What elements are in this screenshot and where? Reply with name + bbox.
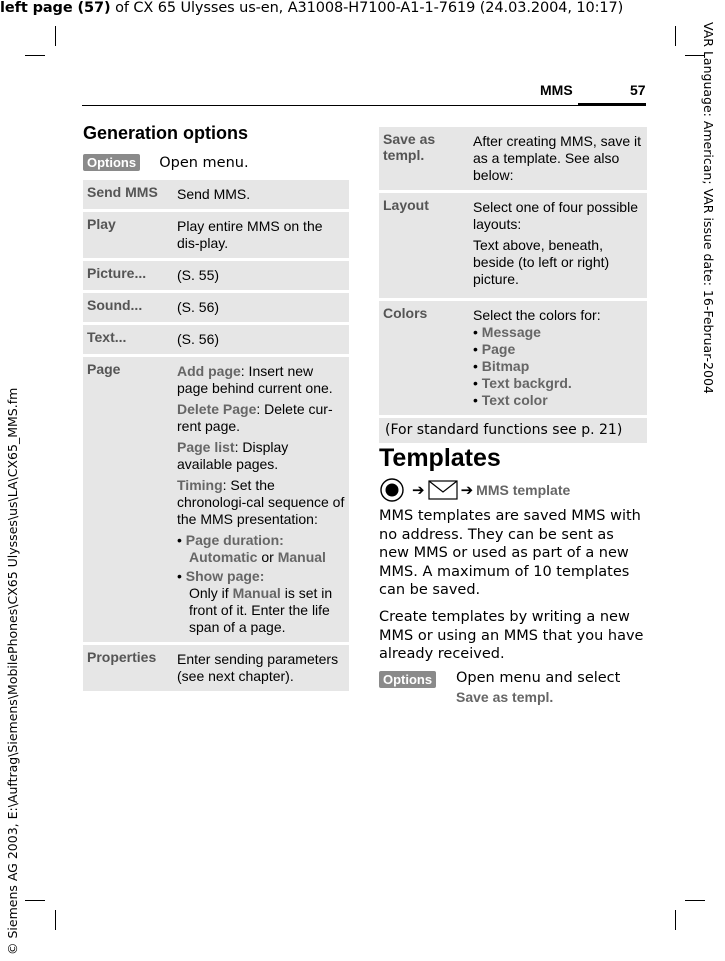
table-row <box>83 180 349 209</box>
table-row <box>379 418 647 443</box>
page-duration-bullet <box>177 532 345 566</box>
menu-path <box>379 478 570 502</box>
list-item <box>473 324 643 341</box>
or-text: or <box>257 549 278 565</box>
bullet-icon: • <box>177 568 186 584</box>
color-target: Page <box>481 341 516 357</box>
timing-label: Timing <box>177 477 223 493</box>
bullet-icon: • <box>473 341 482 357</box>
manual-value: Manual <box>277 549 326 565</box>
option-key: Save as templ. <box>379 127 469 190</box>
add-page-entry <box>177 363 345 397</box>
option-value: (S. 56) <box>173 325 349 354</box>
option-value: Play entire MMS on the dis-play. <box>173 212 349 258</box>
options-softkey-2 <box>379 669 436 688</box>
page-duration-label: Page duration: <box>185 532 284 548</box>
bullet-icon: • <box>473 375 482 391</box>
table-row <box>83 357 349 642</box>
file-info-rest: of CX 65 Ulysses us-en, A31008-H7100-A1-1-7619 (24.03.2004, 10:17) <box>110 0 624 16</box>
table-row <box>379 301 647 415</box>
options-instruction <box>456 669 656 706</box>
page-list-text: : Display available pages. <box>177 439 289 472</box>
crop-mark <box>55 26 56 46</box>
add-page-text: : Insert new page behind current one. <box>177 363 333 396</box>
list-item <box>473 358 643 375</box>
show-page-post: is set in front of it. Enter the life span of a page. <box>189 585 333 635</box>
list-item <box>473 375 643 392</box>
show-page-bullet <box>177 568 345 636</box>
option-key: Text... <box>83 325 173 354</box>
option-key: Sound... <box>83 293 173 322</box>
options-softkey[interactable]: Options <box>379 671 436 688</box>
crop-mark <box>25 900 45 901</box>
crop-mark <box>25 55 45 56</box>
options-description: Open menu. <box>159 155 249 171</box>
delete-page-label: Delete Page <box>177 401 257 417</box>
list-item <box>473 392 643 409</box>
template-options-table <box>379 124 647 446</box>
file-info <box>0 0 623 16</box>
options-softkey[interactable]: Options <box>83 154 140 171</box>
save-as-template-item: Save as templ. <box>456 688 554 705</box>
bullet-icon: • <box>473 324 482 340</box>
envelope-icon <box>428 479 458 501</box>
layout-text-2: Text above, beneath, beside (to left or right) picture. <box>473 237 610 287</box>
layout-text-1: Select one of four possible layouts: <box>473 199 638 232</box>
show-page-pre: Only if <box>189 585 233 601</box>
crop-mark <box>675 26 676 46</box>
color-target: Text backgrd. <box>481 375 572 391</box>
generation-options-table <box>83 177 349 694</box>
timing-text: : Set the chronologi-cal sequence of the MMS presentation: <box>177 477 345 527</box>
table-row <box>83 261 349 290</box>
arrow-icon: ➔ <box>460 482 474 499</box>
crop-mark <box>685 900 705 901</box>
table-row <box>83 212 349 258</box>
colors-intro: Select the colors for: <box>473 307 601 323</box>
templates-paragraph-1: MMS templates are saved MMS with no address. They can be sent as new MMS or used as part of a new MMS. A maximum of 10 templates can be saved. <box>379 508 641 598</box>
table-row <box>83 325 349 354</box>
bullet-icon: • <box>177 532 186 548</box>
options-instruction-text: Open menu and select <box>456 670 621 686</box>
table-row <box>83 645 349 691</box>
delete-page-entry <box>177 401 345 435</box>
nav-key-icon <box>379 478 409 502</box>
option-value: After creating MMS, save it as a template. See also below: <box>469 127 647 190</box>
standard-functions-note: (For standard functions see p. 21) <box>379 418 647 443</box>
delete-page-text: : Delete cur-rent page. <box>177 401 333 434</box>
table-row <box>379 193 647 298</box>
option-key: Picture... <box>83 261 173 290</box>
page-list-entry <box>177 439 345 473</box>
option-key: Layout <box>379 193 469 298</box>
color-target: Bitmap <box>481 358 530 374</box>
side-info-right: VAR Language: American; VAR issue date: 16-Februar-2004 <box>701 22 716 394</box>
option-key: Colors <box>379 301 469 415</box>
option-key: Play <box>83 212 173 258</box>
arrow-icon: ➔ <box>412 482 425 499</box>
option-key: Properties <box>83 645 173 691</box>
option-value: (S. 56) <box>173 293 349 322</box>
timing-entry <box>177 477 345 528</box>
table-row <box>379 127 647 190</box>
templates-paragraph-2: Create templates by writing a new MMS or using an MMS that you have already received. <box>379 609 644 662</box>
generation-options-title: Generation options <box>83 123 249 143</box>
table-row <box>83 293 349 322</box>
file-info-page: left page (57) <box>0 0 111 16</box>
section-header: MMS <box>540 82 573 98</box>
option-value: Enter sending parameters (see next chapter). <box>173 645 349 691</box>
options-line <box>83 152 353 173</box>
show-page-label: Show page: <box>185 568 265 584</box>
colors-option-details <box>469 301 647 415</box>
color-target: Text color <box>481 392 548 408</box>
page-option-details <box>173 357 349 642</box>
templates-title: Templates <box>379 444 501 472</box>
bullet-icon: • <box>473 358 482 374</box>
crop-mark <box>675 910 676 930</box>
option-value: (S. 55) <box>173 261 349 290</box>
side-info-left: © Siemens AG 2003, E:\Auftrag\Siemens\MobilePhones\CX65 Ulysses\us\LA\CX65_MMS.fm <box>5 387 20 955</box>
header-rule-thick <box>578 103 646 106</box>
list-item <box>473 341 643 358</box>
color-target: Message <box>481 324 541 340</box>
show-page-manual: Manual <box>232 585 281 601</box>
page-number: 57 <box>630 82 646 98</box>
add-page-label: Add page <box>177 363 241 379</box>
option-key: Send MMS <box>83 180 173 209</box>
option-value: Send MMS. <box>173 180 349 209</box>
automatic-value: Automatic <box>189 549 258 565</box>
layout-option-details <box>469 193 647 298</box>
bullet-icon: • <box>473 392 482 408</box>
page-list-label: Page list <box>177 439 235 455</box>
option-key: Page <box>83 357 173 642</box>
path-mms-template: MMS template <box>476 482 571 498</box>
header-rule <box>82 105 646 106</box>
crop-mark <box>55 910 56 930</box>
